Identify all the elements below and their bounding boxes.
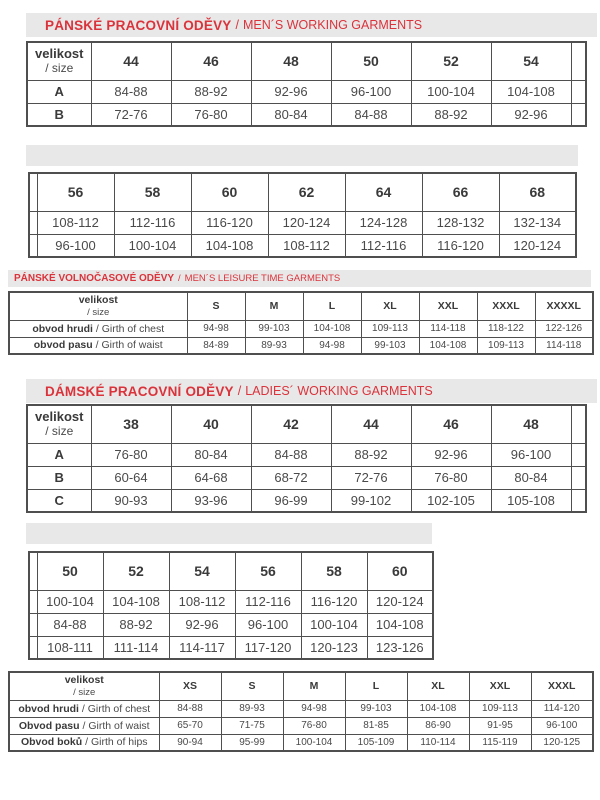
value-cell: 80-84: [251, 103, 331, 126]
size-header-cell: 44: [91, 42, 171, 80]
value-cell: 92-96: [491, 103, 571, 126]
value-cell: 110-114: [407, 734, 469, 751]
value-cell: 122-126: [535, 320, 593, 337]
value-cell: 112-116: [345, 234, 422, 257]
size-header-cell: 50: [37, 552, 103, 590]
value-cell: 108-112: [37, 211, 114, 234]
mens_work_b-table: [28, 172, 577, 258]
clipped-column-cell: [571, 466, 586, 489]
size-header-cell: 46: [411, 405, 491, 443]
title-separator: /: [237, 384, 242, 398]
size-header-cell: XXL: [419, 292, 477, 320]
title-separator: /: [235, 18, 239, 32]
table-row: [29, 234, 576, 257]
size-header-cell: 56: [37, 173, 114, 211]
value-cell: 115-119: [469, 734, 531, 751]
value-cell: 71-75: [221, 717, 283, 734]
value-cell: 88-92: [171, 80, 251, 103]
ladies_work_b-table: [28, 551, 434, 660]
row-label-cell: B: [27, 103, 91, 126]
value-cell: 108-111: [37, 636, 103, 659]
value-cell: 100-104: [411, 80, 491, 103]
value-cell: 76-80: [411, 466, 491, 489]
table-row: [27, 489, 586, 512]
value-cell: 99-103: [345, 700, 407, 717]
clipped-column-cell: [571, 103, 586, 126]
clipped-column-cell: [571, 489, 586, 512]
table-row: [29, 590, 433, 613]
size-header-cell: 60: [367, 552, 433, 590]
size-header-cell: M: [283, 672, 345, 700]
row-label-czech: Obvod boků: [20, 736, 83, 749]
size-label-sub: / size: [45, 60, 74, 75]
value-cell: 81-85: [345, 717, 407, 734]
value-cell: 94-98: [283, 700, 345, 717]
row-label-english: / Girth of waist: [95, 339, 163, 352]
value-cell: 120-125: [531, 734, 593, 751]
clipped-column-cell: [29, 590, 37, 613]
value-cell: 100-104: [114, 234, 191, 257]
mens_work_a-table: [26, 41, 587, 127]
value-cell: 92-96: [169, 613, 235, 636]
value-cell: 89-93: [221, 700, 283, 717]
value-cell: 120-124: [268, 211, 345, 234]
spacer-bar: [26, 523, 432, 544]
value-cell: 116-120: [422, 234, 499, 257]
size-label-main: velikost: [64, 674, 104, 687]
table-row: [9, 337, 593, 354]
value-cell: 76-80: [171, 103, 251, 126]
value-cell: 89-93: [245, 337, 303, 354]
value-cell: 96-99: [251, 489, 331, 512]
value-cell: 109-113: [469, 700, 531, 717]
value-cell: 90-94: [159, 734, 221, 751]
size-header-cell: 58: [301, 552, 367, 590]
size-header-cell: 54: [491, 42, 571, 80]
size-label-header-cell: [9, 292, 187, 320]
size-header-cell: XXXL: [477, 292, 535, 320]
ladies-working-sizes-38-48-table: [26, 404, 587, 513]
row-label-cell: [9, 337, 187, 354]
row-label-cell: [9, 717, 159, 734]
ladies_work_a-table: [26, 404, 587, 513]
row-label-cell: [9, 320, 187, 337]
clipped-column-cell: [29, 234, 37, 257]
table-row: [9, 734, 593, 751]
clipped-column-cell: [571, 42, 586, 80]
size-header-cell: 52: [411, 42, 491, 80]
ladies_girth-table: [8, 671, 594, 752]
value-cell: 80-84: [171, 443, 251, 466]
ladies-girth-table: [8, 671, 594, 752]
value-cell: 116-120: [301, 590, 367, 613]
title-english: MEN´S LEISURE TIME GARMENTS: [184, 273, 341, 284]
clipped-column-cell: [571, 443, 586, 466]
table-row: [29, 613, 433, 636]
row-label-czech: obvod hrudi: [18, 702, 79, 715]
size-header-cell: XS: [159, 672, 221, 700]
value-cell: 93-96: [171, 489, 251, 512]
size-label-main: velikost: [78, 294, 118, 307]
row-label-cell: [9, 734, 159, 751]
size-label-main: velikost: [35, 408, 84, 424]
value-cell: 96-100: [37, 234, 114, 257]
size-label-sub: / size: [73, 686, 96, 698]
size-header-cell: 54: [169, 552, 235, 590]
value-cell: 99-103: [245, 320, 303, 337]
table-row: [27, 443, 586, 466]
value-cell: 64-68: [171, 466, 251, 489]
value-cell: 104-108: [367, 613, 433, 636]
table-row: [27, 103, 586, 126]
title-separator: /: [178, 273, 181, 284]
value-cell: 108-112: [169, 590, 235, 613]
value-cell: 92-96: [411, 443, 491, 466]
value-cell: 108-112: [268, 234, 345, 257]
size-header-cell: 48: [491, 405, 571, 443]
size-header-cell: 40: [171, 405, 251, 443]
value-cell: 90-93: [91, 489, 171, 512]
value-cell: 100-104: [37, 590, 103, 613]
clipped-column-cell: [29, 636, 37, 659]
value-cell: 118-122: [477, 320, 535, 337]
row-label-english: / Girth of chest: [95, 322, 165, 335]
size-header-cell: 62: [268, 173, 345, 211]
clipped-column-cell: [29, 613, 37, 636]
value-cell: 111-114: [103, 636, 169, 659]
value-cell: 123-126: [367, 636, 433, 659]
size-header-cell: XXL: [469, 672, 531, 700]
clipped-column-cell: [29, 173, 37, 211]
value-cell: 65-70: [159, 717, 221, 734]
value-cell: 96-100: [531, 717, 593, 734]
clipped-column-cell: [29, 552, 37, 590]
table-row: [9, 700, 593, 717]
title-czech: PÁNSKÉ VOLNOČASOVÉ ODĚVY: [14, 273, 175, 284]
size-header-cell: XL: [407, 672, 469, 700]
size-header-cell: 44: [331, 405, 411, 443]
value-cell: 88-92: [411, 103, 491, 126]
value-cell: 105-109: [345, 734, 407, 751]
value-cell: 92-96: [251, 80, 331, 103]
mens-leisure-girth-table: [8, 291, 594, 355]
title-czech: PÁNSKÉ PRACOVNÍ ODĚVY: [45, 17, 232, 33]
size-header-cell: 42: [251, 405, 331, 443]
row-label-czech: Obvod pasu: [18, 719, 80, 732]
row-label-cell: B: [27, 466, 91, 489]
value-cell: 84-88: [91, 80, 171, 103]
value-cell: 96-100: [331, 80, 411, 103]
value-cell: 114-118: [535, 337, 593, 354]
size-header-cell: 48: [251, 42, 331, 80]
value-cell: 114-118: [419, 320, 477, 337]
value-cell: 95-99: [221, 734, 283, 751]
value-cell: 100-104: [283, 734, 345, 751]
clipped-column-cell: [571, 405, 586, 443]
ladies-working-title-bar: [26, 379, 597, 403]
value-cell: 96-100: [235, 613, 301, 636]
row-label-cell: [9, 700, 159, 717]
size-header-cell: 64: [345, 173, 422, 211]
value-cell: 84-88: [331, 103, 411, 126]
value-cell: 80-84: [491, 466, 571, 489]
size-header-cell: XXXXL: [535, 292, 593, 320]
value-cell: 94-98: [187, 320, 245, 337]
value-cell: 99-103: [361, 337, 419, 354]
mens-leisure-title-bar: [8, 270, 591, 287]
size-header-cell: S: [221, 672, 283, 700]
value-cell: 104-108: [419, 337, 477, 354]
value-cell: 112-116: [114, 211, 191, 234]
size-header-cell: 46: [171, 42, 251, 80]
mens-working-sizes-44-54-table: [26, 41, 587, 127]
value-cell: 72-76: [331, 466, 411, 489]
row-label-cell: A: [27, 80, 91, 103]
row-label-cell: A: [27, 443, 91, 466]
clipped-column-cell: [571, 80, 586, 103]
size-header-cell: 56: [235, 552, 301, 590]
value-cell: 117-120: [235, 636, 301, 659]
value-cell: 104-108: [191, 234, 268, 257]
row-label-english: / Girth of waist: [82, 719, 150, 732]
table-row: [9, 717, 593, 734]
value-cell: 120-124: [367, 590, 433, 613]
size-label-main: velikost: [35, 45, 84, 61]
value-cell: 88-92: [103, 613, 169, 636]
size-header-cell: 50: [331, 42, 411, 80]
value-cell: 60-64: [91, 466, 171, 489]
clipped-column-cell: [29, 211, 37, 234]
value-cell: 109-113: [361, 320, 419, 337]
size-header-cell: M: [245, 292, 303, 320]
value-cell: 112-116: [235, 590, 301, 613]
row-label-czech: obvod pasu: [33, 339, 93, 352]
title-czech: DÁMSKÉ PRACOVNÍ ODĚVY: [45, 383, 234, 399]
value-cell: 84-88: [251, 443, 331, 466]
value-cell: 120-123: [301, 636, 367, 659]
size-header-cell: 52: [103, 552, 169, 590]
value-cell: 132-134: [499, 211, 576, 234]
title-english: LADIES´ WORKING GARMENTS: [245, 384, 433, 398]
value-cell: 84-88: [37, 613, 103, 636]
value-cell: 124-128: [345, 211, 422, 234]
value-cell: 105-108: [491, 489, 571, 512]
title-english: MEN´S WORKING GARMENTS: [242, 18, 423, 32]
table-row: [27, 80, 586, 103]
size-label-sub: / size: [45, 423, 74, 438]
size-label-header-cell: [27, 42, 91, 80]
mens-working-title-bar: [26, 13, 597, 37]
value-cell: 76-80: [283, 717, 345, 734]
value-cell: 114-117: [169, 636, 235, 659]
size-label-header-cell: [9, 672, 159, 700]
value-cell: 104-108: [103, 590, 169, 613]
value-cell: 88-92: [331, 443, 411, 466]
table-row: [27, 466, 586, 489]
value-cell: 86-90: [407, 717, 469, 734]
value-cell: 104-108: [491, 80, 571, 103]
size-label-header-cell: [27, 405, 91, 443]
table-row: [9, 320, 593, 337]
mens-working-sizes-56-68-table: [28, 172, 577, 258]
size-header-cell: 58: [114, 173, 191, 211]
value-cell: 99-102: [331, 489, 411, 512]
value-cell: 116-120: [191, 211, 268, 234]
size-label-sub: / size: [87, 306, 110, 318]
row-label-english: / Girth of hips: [85, 736, 148, 749]
value-cell: 104-108: [303, 320, 361, 337]
value-cell: 96-100: [491, 443, 571, 466]
value-cell: 120-124: [499, 234, 576, 257]
table-row: [29, 636, 433, 659]
size-header-cell: XL: [361, 292, 419, 320]
value-cell: 114-120: [531, 700, 593, 717]
size-header-cell: L: [345, 672, 407, 700]
value-cell: 128-132: [422, 211, 499, 234]
size-header-cell: S: [187, 292, 245, 320]
value-cell: 76-80: [91, 443, 171, 466]
value-cell: 100-104: [301, 613, 367, 636]
size-header-cell: 66: [422, 173, 499, 211]
value-cell: 104-108: [407, 700, 469, 717]
ladies-working-sizes-50-60-table: [28, 551, 434, 660]
row-label-cell: C: [27, 489, 91, 512]
value-cell: 102-105: [411, 489, 491, 512]
value-cell: 72-76: [91, 103, 171, 126]
size-header-cell: 60: [191, 173, 268, 211]
table-row: [29, 211, 576, 234]
row-label-czech: obvod hrudi: [32, 322, 93, 335]
size-header-cell: XXXL: [531, 672, 593, 700]
value-cell: 84-88: [159, 700, 221, 717]
value-cell: 84-89: [187, 337, 245, 354]
spacer-bar: [26, 145, 578, 166]
value-cell: 68-72: [251, 466, 331, 489]
size-header-cell: 68: [499, 173, 576, 211]
row-label-english: / Girth of chest: [81, 702, 151, 715]
value-cell: 91-95: [469, 717, 531, 734]
size-header-cell: L: [303, 292, 361, 320]
size-header-cell: 38: [91, 405, 171, 443]
value-cell: 94-98: [303, 337, 361, 354]
value-cell: 109-113: [477, 337, 535, 354]
mens_leisure-table: [8, 291, 594, 355]
